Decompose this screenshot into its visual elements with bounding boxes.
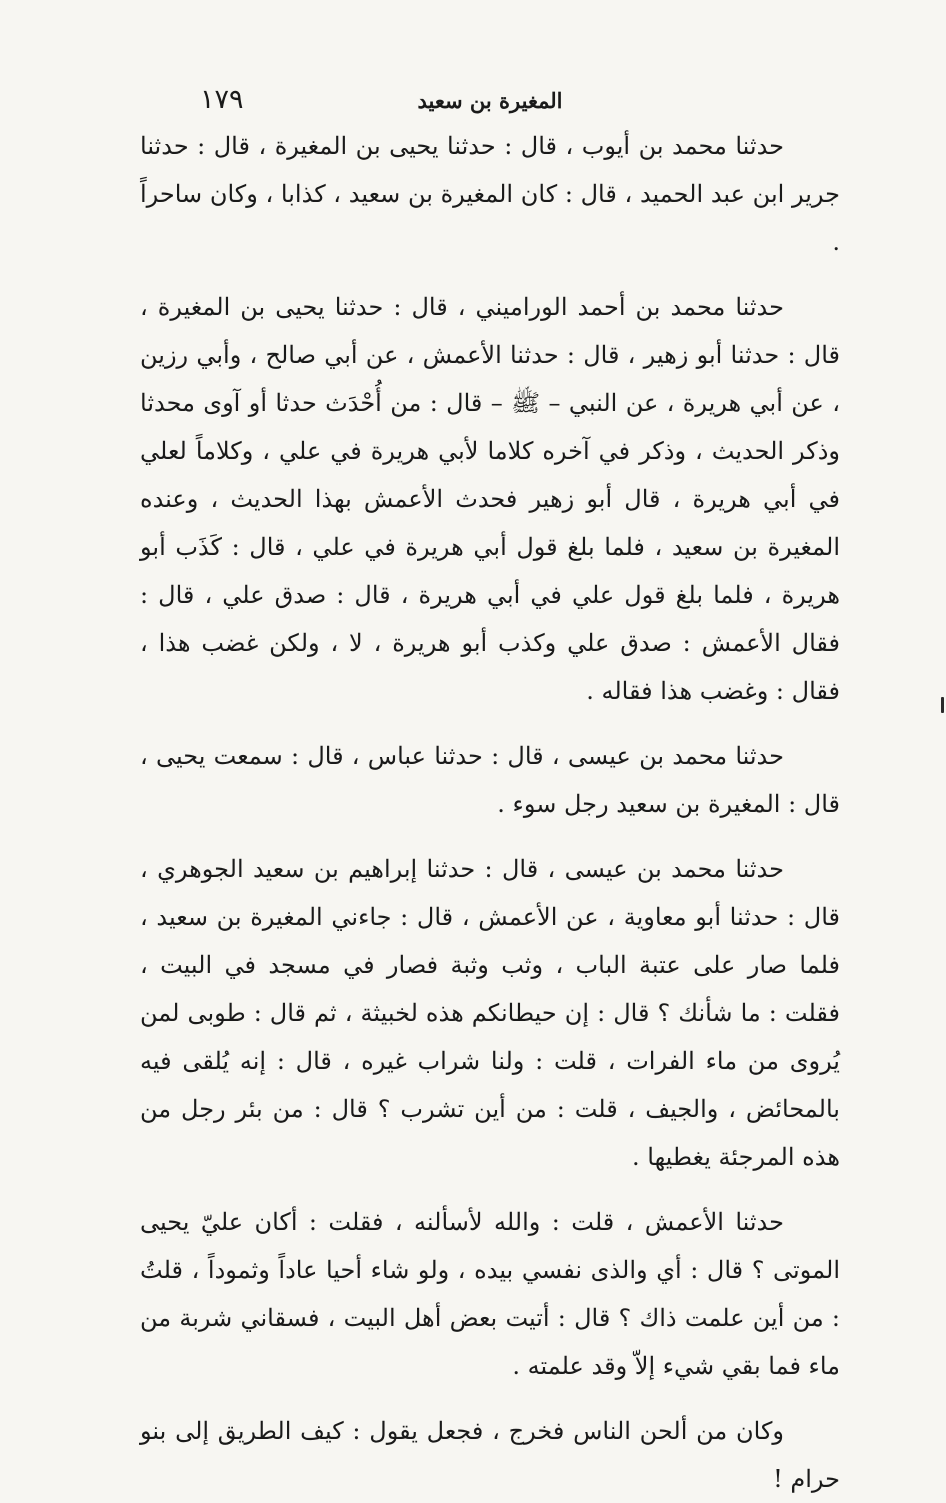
scan-edge-mark <box>941 697 944 713</box>
running-title: المغيرة بن سعيد <box>417 88 563 113</box>
paragraph-6: وكان من ألحن الناس فخرج ، فجعل يقول : كيف الطريق إلى بنو حرام ! <box>140 1417 840 1493</box>
paragraph-5: حدثنا الأعمش ، قلت : والله لأسألنه ، فقلت : أكان عليّ يحيى الموتى ؟ قال : أي والذى نفسي بيده ، ولو شاء أحيا عاداً وثموداً ، قلتُ : من أين علمت ذاك ؟ قال : أتيت بعض أهل البيت ، فسقاني شربة من ماء فما بقي شيء إلاّ وقد علمته . <box>140 1208 840 1380</box>
paragraph-3: حدثنا محمد بن عيسى ، قال : حدثنا عباس ، قال : سمعت يحيى ، قال : المغيرة بن سعيد رجل سوء . <box>140 742 840 818</box>
page-header <box>140 84 840 120</box>
paragraph-2: حدثنا محمد بن أحمد الورامیني ، قال : حدثنا يحيى بن المغيرة ، قال : حدثنا أبو زهير ، قال : حدثنا الأعمش ، عن أبي صالح ، وأبي رزين ، عن أبي هريرة ، عن النبي – ﷺ – قال : من أُحْدَث حدثا أو آوى محدثا وذكر الحديث ، وذكر في آخره كلاما لأبي هريرة في علي ، وكلاماً لعلي في أبي هريرة ، قال أبو زهير فحدث الأعمش بهذا الحديث ، وعنده المغيرة بن سعيد ، فلما بلغ قول أبي هريرة في علي ، قال : كَذَب أبو هريرة ، فلما بلغ قول علي في أبي هريرة ، قال : صدق علي ، قال : فقال الأعمش : صدق علي وكذب أبو هريرة ، لا ، ولكن غضب هذا ، فقال : وغضب هذا فقاله . <box>140 293 840 705</box>
body-text <box>140 122 840 1503</box>
paragraph-1: حدثنا محمد بن أيوب ، قال : حدثنا يحيى بن المغيرة ، قال : حدثنا جرير ابن عبد الحميد ، قال : كان المغيرة بن سعيد ، كذابا ، وكان ساحراً . <box>140 132 840 256</box>
paragraph-4: حدثنا محمد بن عيسى ، قال : حدثنا إبراهيم بن سعيد الجوهري ، قال : حدثنا أبو معاوية ، عن الأعمش ، قال : جاءني المغيرة بن سعيد ، فلما صار على عتبة الباب ، وثب وثبة فصار في مسجد في البيت ، فقلت : ما شأنك ؟ قال : إن حيطانكم هذه لخبيثة ، ثم قال : طوبى لمن يُروى من ماء الفرات ، قلت : ولنا شراب غيره ، قال : إنه يُلقى فيه بالمحائض ، والجيف ، قلت : من أين تشرب ؟ قال : من بئر رجل من هذه المرجئة يغطيها . <box>140 855 840 1171</box>
page-number: ١٧٩ <box>200 84 244 115</box>
